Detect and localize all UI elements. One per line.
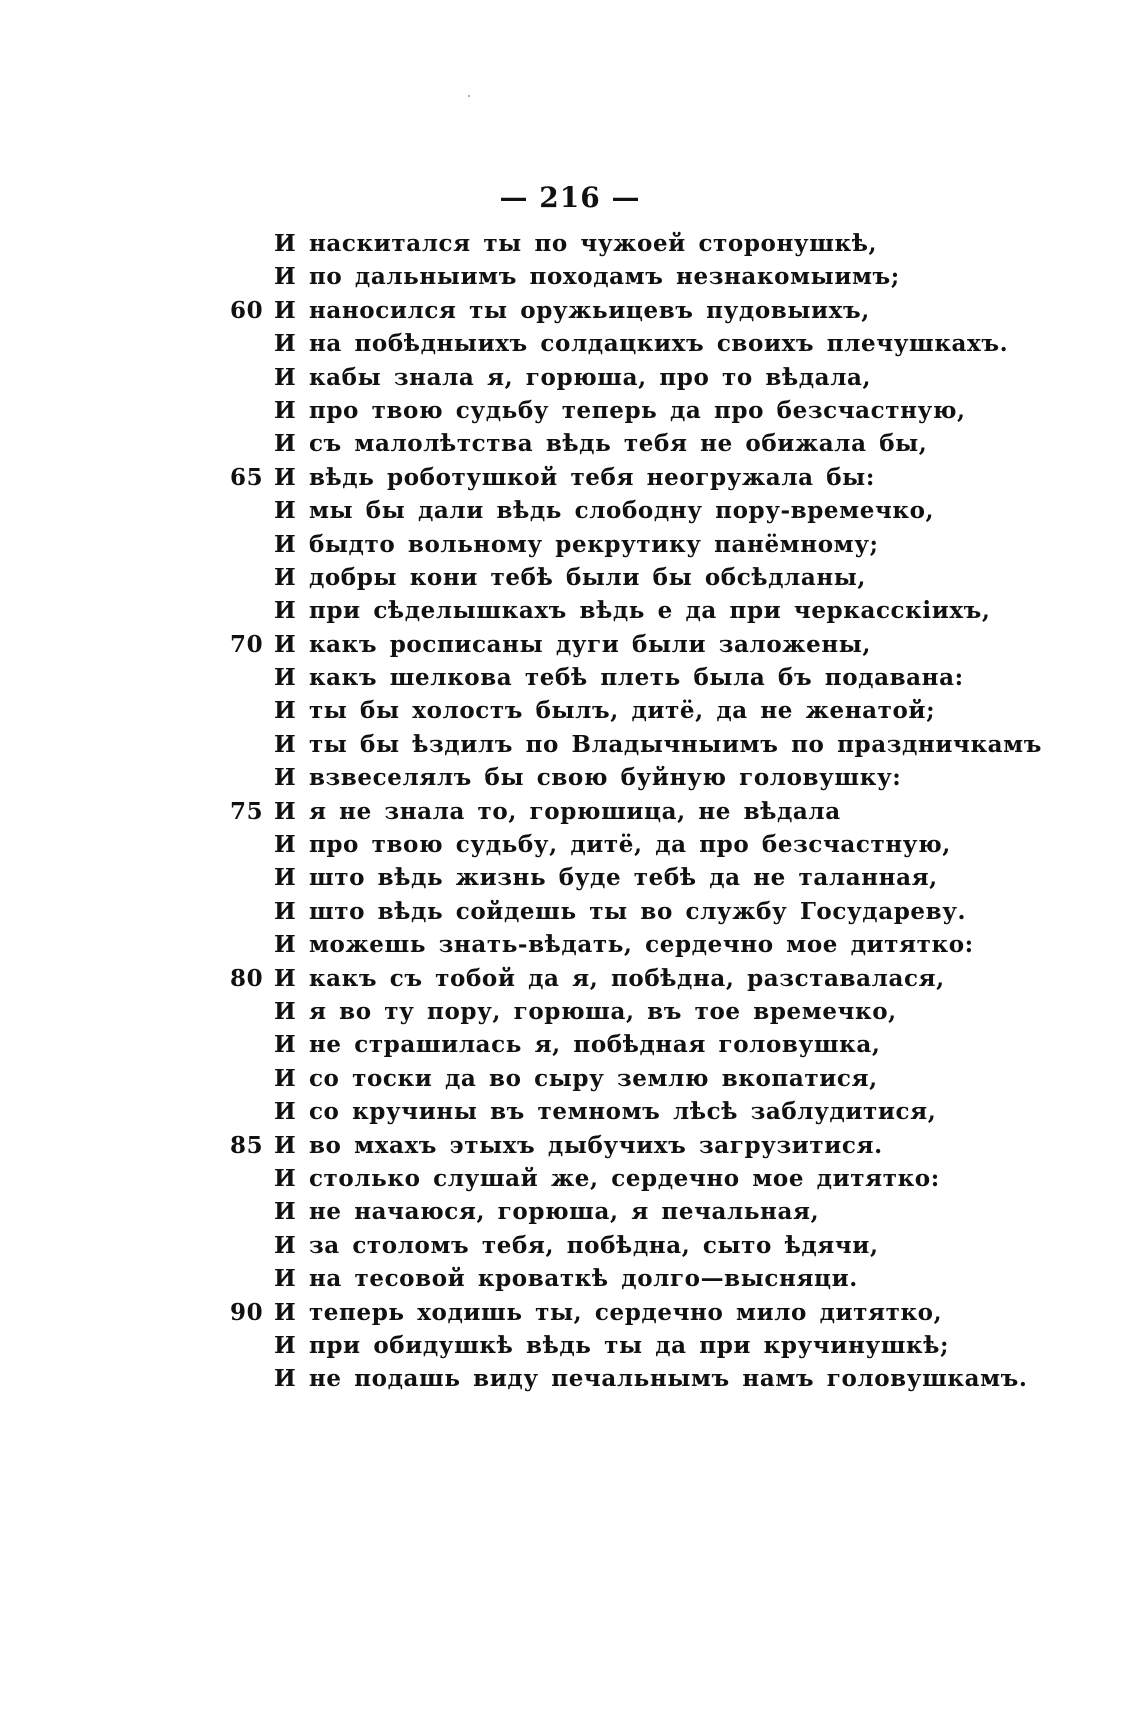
line-text: И ты бы холостъ былъ, дитё, да не женатой; [274,697,936,725]
poem-line [230,628,1030,661]
line-text: И наскитался ты по чужоей сторонушкѣ, [274,230,878,257]
poem-line [230,995,1030,1028]
poem-line [230,694,1030,727]
poem-line [230,594,1030,627]
line-text: И про твою судьбу теперь да про безсчастную, [274,396,966,424]
poem-text [230,227,1042,1396]
line-text: И кабы знала я, горюша, про то вѣдала, [274,363,872,391]
poem-line [230,1195,1030,1228]
poem-line [230,828,1030,861]
line-text: И мы бы дали вѣдь слободну пору-времечко, [274,497,935,525]
poem-line [230,294,1030,327]
poem-line [230,394,1030,427]
line-text: И што вѣдь жизнь буде тебѣ да не таланная, [274,864,938,892]
poem-line [230,928,1030,961]
poem-line [230,1162,1030,1195]
line-number: 90 [230,1298,264,1326]
line-text: И не подашь виду печальнымъ намъ головушкамъ. [274,1365,1028,1393]
poem-line [230,795,1030,828]
line-text: И не страшилась я, побѣдная головушка, [274,1031,881,1059]
poem-line [230,1362,1030,1395]
line-text: И ты бы ѣздилъ по Владычныимъ по праздничкамъ [274,730,1042,758]
line-number: 75 [230,797,264,825]
line-text: И на тесовой кроваткѣ долго—высняци. [274,1265,858,1293]
line-text: И какъ съ тобой да я, побѣдна, разставалася, [274,964,945,992]
line-text: И со кручины въ темномъ лѣсѣ заблудитися, [274,1098,937,1126]
poem-line [230,461,1030,494]
line-text: И по дальныимъ походамъ незнакомыимъ; [274,263,900,291]
poem-line [230,1062,1030,1095]
line-number: 60 [230,296,264,324]
poem-line [230,561,1030,594]
poem-line [230,1129,1030,1162]
poem-line [230,494,1030,527]
line-text: И столько слушай же, сердечно мое дитятко: [274,1164,940,1192]
line-text: И за столомъ тебя, побѣдна, сыто ѣдячи, [274,1231,879,1259]
print-speck [468,95,470,97]
line-text: И съ малолѣтства вѣдь тебя не обижала бы, [274,430,928,458]
line-text: И наносился ты оружьицевъ пудовыихъ, [274,296,870,324]
poem-line [230,728,1042,761]
line-text: И какъ росписаны дуги были заложены, [274,630,872,658]
poem-line [230,1028,1030,1061]
poem-line [230,260,1030,293]
poem-line [230,1329,1030,1362]
line-text: И взвеселялъ бы свою буйную головушку: [274,764,902,792]
page-number: — 216 — [499,181,641,214]
line-text: И про твою судьбу, дитё, да про безсчастную, [274,831,951,859]
line-text: И во мхахъ этыхъ дыбучихъ загрузитися. [274,1131,883,1159]
line-text: И при сѣделышкахъ вѣдь е да при черкасскiихъ, [274,597,991,625]
line-text: И вѣдь роботушкой тебя неогружала бы: [274,463,875,491]
poem-line [230,327,1030,360]
line-number: 65 [230,463,264,491]
poem-line [230,1095,1030,1128]
line-text: И при обидушкѣ вѣдь ты да при кручинушкѣ; [274,1331,950,1359]
poem-line [230,1229,1030,1262]
poem-line [230,427,1030,460]
poem-line [230,1296,1030,1329]
line-text: И можешь знать-вѣдать, сердечно мое дитятко: [274,931,974,959]
poem-line [230,861,1030,894]
line-text: И теперь ходишь ты, сердечно мило дитятко, [274,1298,943,1326]
poem-line [230,962,1030,995]
line-text: И со тоски да во сыру землю вкопатися, [274,1064,878,1092]
poem-line [230,761,1030,794]
poem-line [230,895,1030,928]
line-text: И не начаюся, горюша, я печальная, [274,1198,820,1226]
poem-line [230,227,1030,260]
line-number: 70 [230,630,264,658]
poem-line [230,361,1030,394]
line-number: 85 [230,1131,264,1159]
poem-line [230,528,1030,561]
line-text: И што вѣдь сойдешь ты во службу Государеву. [274,897,967,925]
poem-line [230,661,1030,694]
line-text: И какъ шелкова тебѣ плеть была бъ подавана: [274,664,964,692]
line-text: И на побѣдныихъ солдацкихъ своихъ плечушкахъ. [274,330,1009,358]
line-text: И я не знала то, горюшица, не вѣдала [274,797,841,825]
line-text: И я во ту пору, горюша, въ тое времечко, [274,997,897,1025]
line-text: И быдто вольному рекрутику панёмному; [274,530,879,558]
poem-line [230,1262,1030,1295]
line-number: 80 [230,964,264,992]
line-text: И добры кони тебѣ были бы обсѣдланы, [274,563,867,591]
